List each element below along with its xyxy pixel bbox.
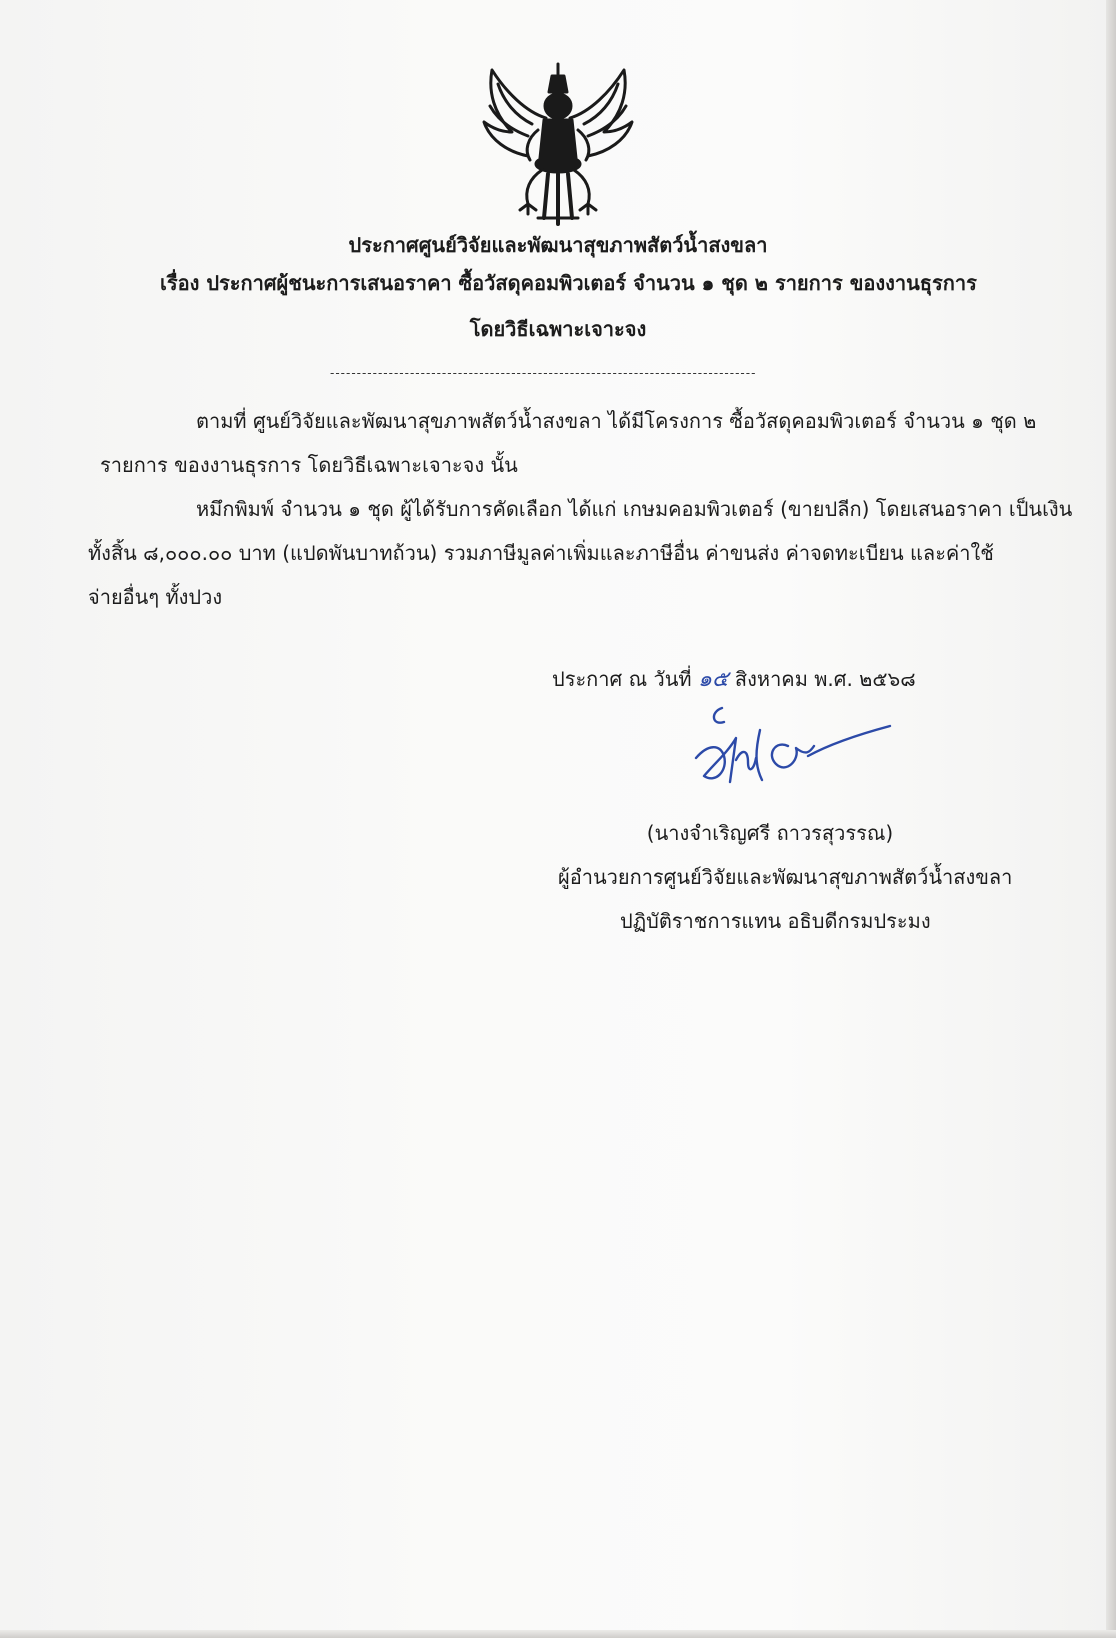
date-day-handwritten: ๑๕ — [697, 667, 729, 692]
date-prefix: ประกาศ ณ วันที่ — [552, 667, 692, 691]
paragraph-2-line-1: หมึกพิมพ์ จำนวน ๑ ชุด ผู้ได้รับการคัดเลือก ได้แก่ เกษมคอมพิวเตอร์ (ขายปลีก) โดยเสนอราคา เป็นเงิน — [196, 497, 1073, 521]
paper-edge-bottom — [0, 1630, 1116, 1638]
announcement-title: ประกาศศูนย์วิจัยและพัฒนาสุขภาพสัตว์น้ำสงขลา — [348, 233, 768, 257]
paragraph-1-line-2: รายการ ของงานธุรการ โดยวิธีเฉพาะเจาะจง นั้น — [100, 453, 518, 477]
paper-edge-right — [1106, 0, 1116, 1638]
signatory-name: (นางจำเริญศรี ถาวรสุวรรณ) — [646, 821, 894, 845]
signatory-position: ผู้อำนวยการศูนย์วิจัยและพัฒนาสุขภาพสัตว์น้ำสงขลา — [558, 865, 1013, 889]
announcement-subject: เรื่อง ประกาศผู้ชนะการเสนอราคา ซื้อวัสดุคอมพิวเตอร์ จำนวน ๑ ชุด ๒ รายการ ของงานธุรการ — [160, 271, 977, 295]
date-month-year: สิงหาคม พ.ศ. ๒๕๖๘ — [734, 667, 916, 691]
divider-line: -------------------------------------------------------------------------------- — [330, 366, 757, 380]
announcement-date — [552, 666, 916, 693]
paragraph-2-line-2: ทั้งสิ้น ๘,๐๐๐.๐๐ บาท (แปดพันบาทถ้วน) รวมภาษีมูลค่าเพิ่มและภาษีอื่น ค่าขนส่ง ค่าจดทะเบียน และค่าใช้ — [88, 541, 994, 565]
announcement-subject-method: โดยวิธีเฉพาะเจาะจง — [469, 317, 647, 341]
signatory-acting-on-behalf: ปฏิบัติราชการแทน อธิบดีกรมประมง — [620, 909, 931, 933]
handwritten-signature — [690, 700, 910, 810]
paragraph-2-line-3: จ่ายอื่นๆ ทั้งปวง — [88, 585, 223, 609]
garuda-emblem-icon — [468, 58, 648, 230]
paragraph-1-line-1: ตามที่ ศูนย์วิจัยและพัฒนาสุขภาพสัตว์น้ำสงขลา ได้มีโครงการ ซื้อวัสดุคอมพิวเตอร์ จำนวน ๑ ชุด ๒ — [196, 409, 1037, 433]
